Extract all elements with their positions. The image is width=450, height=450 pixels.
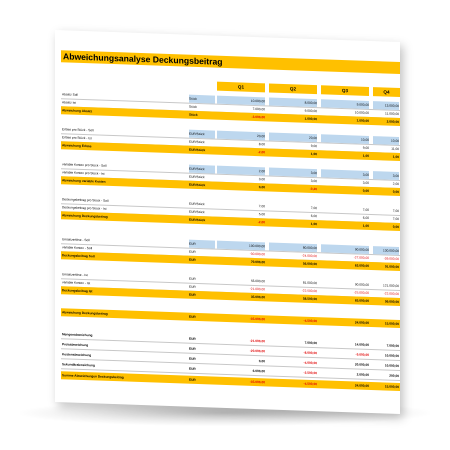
value-q4[interactable]: 7,00: [392, 208, 399, 214]
value-q4[interactable]: 13.000,00: [373, 101, 399, 110]
row-label[interactable]: Abweichung variable Kosten: [62, 178, 106, 184]
row-label[interactable]: Sekundärabweichung: [62, 362, 95, 368]
value-q3[interactable]: -9.000,00: [355, 352, 369, 357]
value-q3[interactable]: 1.000,00: [356, 118, 369, 123]
unit-cell[interactable]: EUR: [189, 366, 196, 371]
value-q1[interactable]: 7,00: [258, 204, 265, 209]
value-q1[interactable]: 2,00: [217, 166, 265, 176]
row-label[interactable]: Erlöse pro Stück - Ist: [62, 135, 92, 141]
value-q4[interactable]: 130.000,00: [373, 246, 399, 255]
value-q3[interactable]: 20.000,00: [354, 362, 369, 367]
row-label[interactable]: Preisabweichung: [62, 342, 89, 348]
value-q1[interactable]: -35.000,00: [249, 379, 265, 385]
unit-cell[interactable]: EUR: [189, 257, 196, 262]
value-q1[interactable]: 20,00: [217, 131, 265, 141]
value-q3[interactable]: 63.000,00: [354, 263, 369, 268]
value-q4[interactable]: 10.000,00: [384, 363, 399, 369]
value-q2[interactable]: 1,00: [310, 221, 317, 227]
row-label[interactable]: Kostenabweichung: [62, 352, 92, 358]
unit-cell[interactable]: EUR/Stück: [189, 217, 206, 223]
value-q1[interactable]: 70.000,00: [250, 259, 265, 265]
value-q1[interactable]: -2,00: [257, 220, 265, 225]
row-label[interactable]: variable Kosten - Soll: [62, 245, 93, 251]
value-q4[interactable]: 11.000,00: [385, 111, 399, 117]
row-label[interactable]: Deckungsbeitrag pro Stück - Ist: [62, 205, 107, 211]
value-q1[interactable]: -2,00: [257, 150, 265, 155]
value-q3[interactable]: 1,00: [362, 223, 369, 228]
unit-cell[interactable]: Stück: [189, 112, 198, 117]
spreadsheet-sheet: [55, 30, 400, 414]
unit-cell[interactable]: EUR/Stück: [189, 147, 206, 153]
unit-cell[interactable]: EUR/Stück: [189, 174, 205, 180]
value-q1[interactable]: 8,00: [258, 142, 265, 147]
value-q4[interactable]: -39.000,00: [383, 256, 399, 262]
value-q2[interactable]: 20,00: [269, 132, 317, 142]
row-label[interactable]: Erlöse pro Stück - Soll: [62, 127, 94, 133]
value-q1[interactable]: 6.000,00: [252, 368, 265, 374]
value-q4[interactable]: 10,00: [373, 136, 399, 145]
row-label[interactable]: variable Kosten pro Stück - Soll: [62, 162, 107, 168]
value-q3[interactable]: 9,00: [362, 145, 369, 150]
value-q4[interactable]: 15.000,00: [384, 321, 399, 327]
value-q1[interactable]: 35.000,00: [250, 294, 265, 300]
value-q3[interactable]: 3,00: [362, 180, 369, 185]
value-q3[interactable]: 10.000,00: [354, 110, 369, 115]
row-label[interactable]: Deckungsbeitrag Soll: [62, 253, 95, 259]
value-q1[interactable]: -35.000,00: [249, 316, 265, 322]
value-q3[interactable]: 14.000,00: [354, 342, 369, 347]
header-q4: Q4: [373, 87, 400, 97]
value-q2[interactable]: -4.500,00: [303, 381, 317, 387]
header-q1: Q1: [217, 82, 265, 93]
row-label[interactable]: Absatz Soll: [62, 92, 78, 97]
value-q3[interactable]: 90.000,00: [354, 282, 369, 287]
value-q1[interactable]: -30.000,00: [249, 251, 265, 257]
row-label[interactable]: Absatz Ist: [62, 100, 76, 105]
value-q3[interactable]: 24.000,00: [354, 320, 369, 325]
value-q2[interactable]: 80.000,00: [269, 242, 317, 252]
header-q3: Q3: [321, 85, 369, 96]
value-q2[interactable]: 7.000,00: [304, 340, 317, 346]
value-q4[interactable]: 91.000,00: [384, 264, 399, 270]
value-q2[interactable]: 3,00: [310, 178, 317, 184]
value-q3[interactable]: 9.000,00: [321, 99, 369, 109]
value-q4[interactable]: 99.000,00: [384, 299, 399, 305]
unit-cell[interactable]: Stück: [189, 95, 215, 104]
value-q2[interactable]: 9.000,00: [304, 108, 317, 114]
unit-cell[interactable]: EUR: [189, 276, 196, 281]
unit-cell[interactable]: EUR: [189, 336, 196, 341]
value-q3[interactable]: 2.000,00: [356, 372, 369, 377]
row-label[interactable]: Mengenabweichung: [62, 332, 93, 338]
row-label[interactable]: Abweichung Erlöse: [62, 143, 92, 149]
value-q4[interactable]: 10.000,00: [384, 353, 399, 359]
value-q3[interactable]: -25.000,00: [353, 290, 369, 295]
unit-cell[interactable]: EUR: [189, 284, 196, 289]
value-q2[interactable]: 9,00: [310, 143, 317, 149]
value-q2[interactable]: 1,00: [310, 151, 317, 157]
value-q2[interactable]: -0,20: [309, 186, 317, 192]
value-q3[interactable]: 90.000,00: [321, 244, 369, 254]
value-q2[interactable]: 81.000,00: [302, 280, 317, 286]
row-label[interactable]: Umsatzerlöse - Ist: [62, 272, 88, 278]
value-q3[interactable]: 7,00: [362, 207, 369, 212]
row-label[interactable]: variable Kosten pro Stück - Ist: [62, 170, 105, 176]
value-q4[interactable]: 7,00: [392, 216, 399, 222]
value-q2[interactable]: 58.500,00: [302, 296, 317, 302]
value-q2[interactable]: -2.500,00: [303, 370, 317, 376]
unit-cell[interactable]: EUR: [189, 314, 196, 319]
value-q3[interactable]: 65.000,00: [354, 298, 369, 303]
row-label[interactable]: Abweichung Absatz: [62, 108, 93, 114]
value-q1[interactable]: -21.000,00: [249, 286, 265, 292]
value-q1[interactable]: -3.000,00: [251, 114, 265, 120]
sheet-title: Abweichungsanalyse Deckungsbeitrag: [61, 50, 400, 74]
value-q2[interactable]: 56.000,00: [302, 261, 317, 267]
value-q3[interactable]: -27.000,00: [353, 255, 369, 260]
value-q2[interactable]: -8.000,00: [303, 350, 317, 356]
row-label[interactable]: Deckungsbeitrag Ist: [62, 288, 93, 294]
value-q2[interactable]: -4.500,00: [303, 318, 317, 324]
value-q3[interactable]: 6,00: [362, 215, 369, 220]
value-q2[interactable]: 3,00: [269, 167, 317, 177]
value-q2[interactable]: -4.000,00: [303, 360, 317, 366]
unit-cell[interactable]: EUR/Stück: [189, 130, 215, 139]
value-q4[interactable]: 2.000,00: [386, 119, 399, 125]
unit-cell[interactable]: EUR: [189, 240, 215, 249]
value-q1[interactable]: -20.000,00: [249, 348, 265, 354]
value-q1[interactable]: 3,00: [258, 177, 265, 182]
value-q3[interactable]: 0,00: [362, 188, 369, 193]
unit-cell[interactable]: EUR: [189, 292, 196, 297]
row-label[interactable]: Deckungsbeitrag pro Stück - Soll: [62, 197, 109, 203]
value-q1[interactable]: 56.000,00: [250, 278, 265, 284]
value-q2[interactable]: -22.500,00: [301, 288, 317, 294]
value-q1[interactable]: 5,00: [258, 212, 265, 217]
row-label[interactable]: Abweichung Deckungsbeitrag: [62, 213, 108, 219]
value-q3[interactable]: 24.000,00: [354, 383, 369, 388]
value-q1[interactable]: 7.000,00: [252, 106, 265, 112]
value-q1[interactable]: 0,00: [258, 359, 265, 364]
row-label[interactable]: Abweichung Deckungsbeitrag: [62, 310, 108, 316]
value-q1[interactable]: 100.000,00: [217, 241, 265, 251]
value-q4[interactable]: -22.000,00: [383, 291, 399, 297]
unit-cell[interactable]: EUR/Stück: [189, 201, 205, 207]
unit-cell[interactable]: Stück: [189, 104, 197, 109]
unit-cell[interactable]: EUR: [189, 346, 196, 351]
value-q1[interactable]: -21.000,00: [249, 338, 265, 344]
value-q3[interactable]: 3,00: [321, 169, 369, 179]
value-q4[interactable]: 121.000,00: [383, 283, 399, 289]
row-label[interactable]: Summe Abweichungen Deckungsbeitrag: [62, 373, 124, 380]
value-q4[interactable]: 0,00: [392, 189, 399, 195]
value-q2[interactable]: -24.000,00: [301, 253, 317, 259]
value-q4[interactable]: 200,00: [389, 373, 399, 379]
value-q2[interactable]: 6,00: [310, 213, 317, 219]
value-q2[interactable]: 8.000,00: [269, 97, 317, 107]
value-q1[interactable]: 10.000,00: [217, 96, 265, 106]
unit-cell[interactable]: EUR/Stück: [189, 209, 205, 215]
value-q4[interactable]: 3,00: [373, 171, 399, 180]
unit-cell[interactable]: EUR: [189, 356, 196, 361]
value-q4[interactable]: 2,00: [392, 181, 399, 187]
row-label[interactable]: Umsatzerlöse - Soll: [62, 237, 90, 243]
value-q2[interactable]: 7,00: [310, 205, 317, 211]
value-q4[interactable]: 1,00: [392, 154, 399, 160]
unit-cell[interactable]: EUR/Stück: [189, 165, 215, 174]
unit-cell[interactable]: EUR: [189, 377, 196, 382]
value-q3[interactable]: 10,00: [321, 134, 369, 144]
header-q2: Q2: [269, 83, 317, 94]
unit-cell[interactable]: EUR: [189, 249, 196, 254]
value-q4[interactable]: 0,00: [392, 224, 399, 230]
value-q4[interactable]: 11,00: [391, 146, 399, 152]
unit-cell[interactable]: EUR/Stück: [189, 139, 205, 145]
row-label[interactable]: variable Kosten - Ist: [62, 280, 91, 286]
value-q3[interactable]: 1,00: [362, 153, 369, 158]
unit-cell[interactable]: EUR/Stück: [189, 182, 206, 188]
value-q2[interactable]: 1.000,00: [304, 116, 317, 122]
value-q4[interactable]: 15.000,00: [384, 384, 399, 390]
table-row: [61, 308, 400, 328]
value-q4[interactable]: 7.000,00: [386, 343, 399, 349]
value-q1[interactable]: 0,00: [258, 185, 265, 190]
